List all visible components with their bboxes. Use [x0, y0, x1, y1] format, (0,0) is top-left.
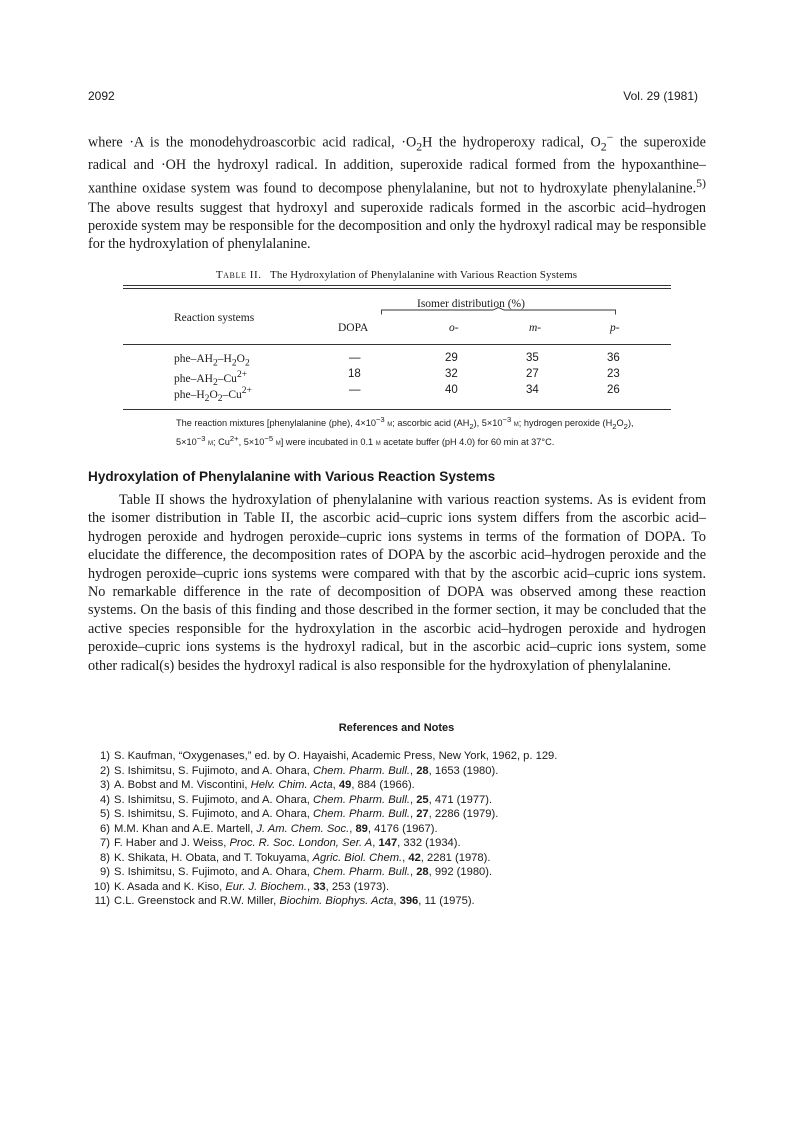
- reference-text: S. Ishimitsu, S. Fujimoto, and A. Ohara, Chem. Pharm. Bull., 27, 2286 (1979).: [114, 808, 499, 820]
- reference-text: A. Bobst and M. Viscontini, Helv. Chim. Acta, 49, 884 (1966).: [114, 779, 415, 791]
- reference-item: [88, 880, 728, 895]
- reference-text: S. Ishimitsu, S. Fujimoto, and A. Ohara, Chem. Pharm. Bull., 28, 1653 (1980).: [114, 764, 499, 777]
- reference-number: 11): [94, 895, 110, 907]
- volume-info: Vol. 29 (1981): [623, 89, 698, 103]
- header-isomer-distribution: Isomer distribution (%): [417, 298, 525, 310]
- table-footnote: The reaction mixtures [phenylalanine (phe), $4\times 10^{-3}$ m; ascorbic acid $(AH_2)$, $5\times 10^{-3}$ m; hydrogen peroxide $(H_2O_2)$, $5\times 10^{-3}$ m; $Cu^{2+}$, $5\times 10^{-5}$ m] were incubated in 0.1 m acetate buffer (pH 4.0) for 60 min at 37°C.: [176, 415, 634, 447]
- reference-item: [88, 793, 728, 808]
- reference-number: 2): [100, 764, 110, 777]
- row-1-ortho: 29: [445, 352, 458, 364]
- header-reaction-systems: Reaction systems: [174, 312, 255, 324]
- section-heading: Hydroxylation of Phenylalanine with Various Reaction Systems: [88, 469, 496, 484]
- reference-number: 7): [100, 837, 110, 849]
- intro-paragraph: where ·A is the monodehydroascorbic acid radical, $\cdot O_2H$ the hydroperoxy radical, $O_2^-$ the superoxide radical and ·OH the hydroxyl radical. In addition, superoxide radical formed from the hypoxanthine–xanthine oxidase system was found to decompose phenylalanine, but not to hydroxylate phenylalanine.$^{5)}$ The above results suggest that hydroxyl and superoxide radicals formed in the ascorbic acid–hydrogen peroxide system may be responsible for the decomposition and only the hydroxyl radical may be responsible for the hydroxylation of phenylalanine.: [88, 130, 706, 253]
- row-2-system: phe–$AH_2-Cu^{2+}$: [174, 369, 248, 389]
- reference-number: 9): [100, 866, 110, 878]
- row-1-dopa: —: [349, 352, 361, 364]
- table-caption: [0, 269, 793, 281]
- col-para: p-: [610, 322, 620, 334]
- row-2-meta: 27: [526, 368, 539, 380]
- col-meta: m-: [529, 322, 542, 334]
- table-label: Table II.: [215, 269, 262, 281]
- reference-item: [88, 865, 728, 880]
- reference-number: 10): [93, 880, 110, 893]
- reference-number: 1): [100, 750, 110, 762]
- reference-text: M.M. Khan and A.E. Martell, J. Am. Chem. Soc., 89, 4176 (1967).: [114, 822, 438, 835]
- table-top-rule: [123, 285, 671, 286]
- section-paragraph: Table II shows the hydroxylation of phenylalanine with various reaction systems. As is evident from the isomer distribution in Table II, the ascorbic acid–cupric ions system differs from the ascorbic acid–hydrogen peroxide and hydrogen peroxide–cupric ions systems in terms of the formation of DOPA. To elucidate the difference, the decomposition rates of DOPA by the ascorbic acid–hydrogen peroxide and the hydrogen peroxide–cupric ions systems were compared with that by the ascorbic acid–cupric ions system. No remarkable difference in the rate of decomposition of DOPA was observed among these reaction systems. On the basis of this finding and those described in the former section, it may be concluded that the active species responsible for the hydroxylation in the ascorbic acid–hydrogen peroxide and hydrogen peroxide–cupric ions systems is the hydroxyl radical, but in the ascorbic acid–cupric ions system, some other radical(s) besides the hydroxyl radical is also responsible for the hydroxylation of phenylalanine.: [88, 492, 706, 674]
- reference-number: 5): [100, 808, 110, 820]
- row-3-system: phe–$H_2O_2-Cu^{2+}$: [174, 385, 252, 405]
- reference-text: S. Kaufman, “Oxygenases,” ed. by O. Hayaishi, Academic Press, New York, 1962, p. 129.: [114, 750, 558, 762]
- row-3-meta: 34: [526, 384, 539, 396]
- row-3-ortho: 40: [445, 384, 458, 396]
- col-ortho: o-: [449, 322, 459, 334]
- data-table: [123, 285, 671, 413]
- col-dopa: DOPA: [338, 322, 369, 334]
- references-heading: References and Notes: [338, 722, 455, 734]
- reference-item: [88, 764, 728, 779]
- row-3-dopa: —: [349, 384, 361, 396]
- reference-item: [88, 836, 728, 851]
- reference-number: 6): [100, 822, 110, 835]
- row-2-dopa: 18: [348, 368, 361, 380]
- reference-text: K. Shikata, H. Obata, and T. Tokuyama, Agric. Biol. Chem., 42, 2281 (1978).: [114, 851, 491, 864]
- table-top-rule-double: [123, 288, 671, 289]
- reference-text: F. Haber and J. Weiss, Proc. R. Soc. London, Ser. A, 147, 332 (1934).: [114, 837, 461, 849]
- reference-text: C.L. Greenstock and R.W. Miller, Biochim. Biophys. Acta, 396, 11 (1975).: [114, 895, 475, 907]
- row-1-meta: 35: [526, 352, 539, 364]
- row-2-ortho: 32: [445, 368, 458, 380]
- reference-number: 3): [100, 779, 110, 791]
- reference-item: [88, 807, 728, 822]
- row-1-para: 36: [607, 352, 620, 364]
- table-bottom-rule: [123, 409, 671, 410]
- page-number: 2092: [88, 89, 115, 103]
- reference-text: S. Ishimitsu, S. Fujimoto, and A. Ohara, Chem. Pharm. Bull., 25, 471 (1977).: [114, 793, 493, 806]
- table-title: The Hydroxylation of Phenylalanine with Various Reaction Systems: [270, 269, 578, 281]
- reference-text: S. Ishimitsu, S. Fujimoto, and A. Ohara, Chem. Pharm. Bull., 28, 992 (1980).: [114, 866, 493, 878]
- reference-item: [88, 894, 728, 909]
- reference-item: [88, 749, 728, 764]
- row-1-system: phe–$AH_2-H_2O_2$: [174, 353, 250, 369]
- reference-number: 4): [100, 793, 110, 806]
- row-2-para: 23: [607, 368, 620, 380]
- reference-list: [88, 749, 728, 909]
- reference-item: [88, 822, 728, 837]
- reference-number: 8): [100, 851, 110, 864]
- reference-item: [88, 851, 728, 866]
- reference-item: [88, 778, 728, 793]
- header-span-brace: [381, 307, 616, 315]
- row-3-para: 26: [607, 384, 620, 396]
- reference-text: K. Asada and K. Kiso, Eur. J. Biochem., 33, 253 (1973).: [114, 880, 390, 893]
- table-header-rule: [123, 344, 671, 345]
